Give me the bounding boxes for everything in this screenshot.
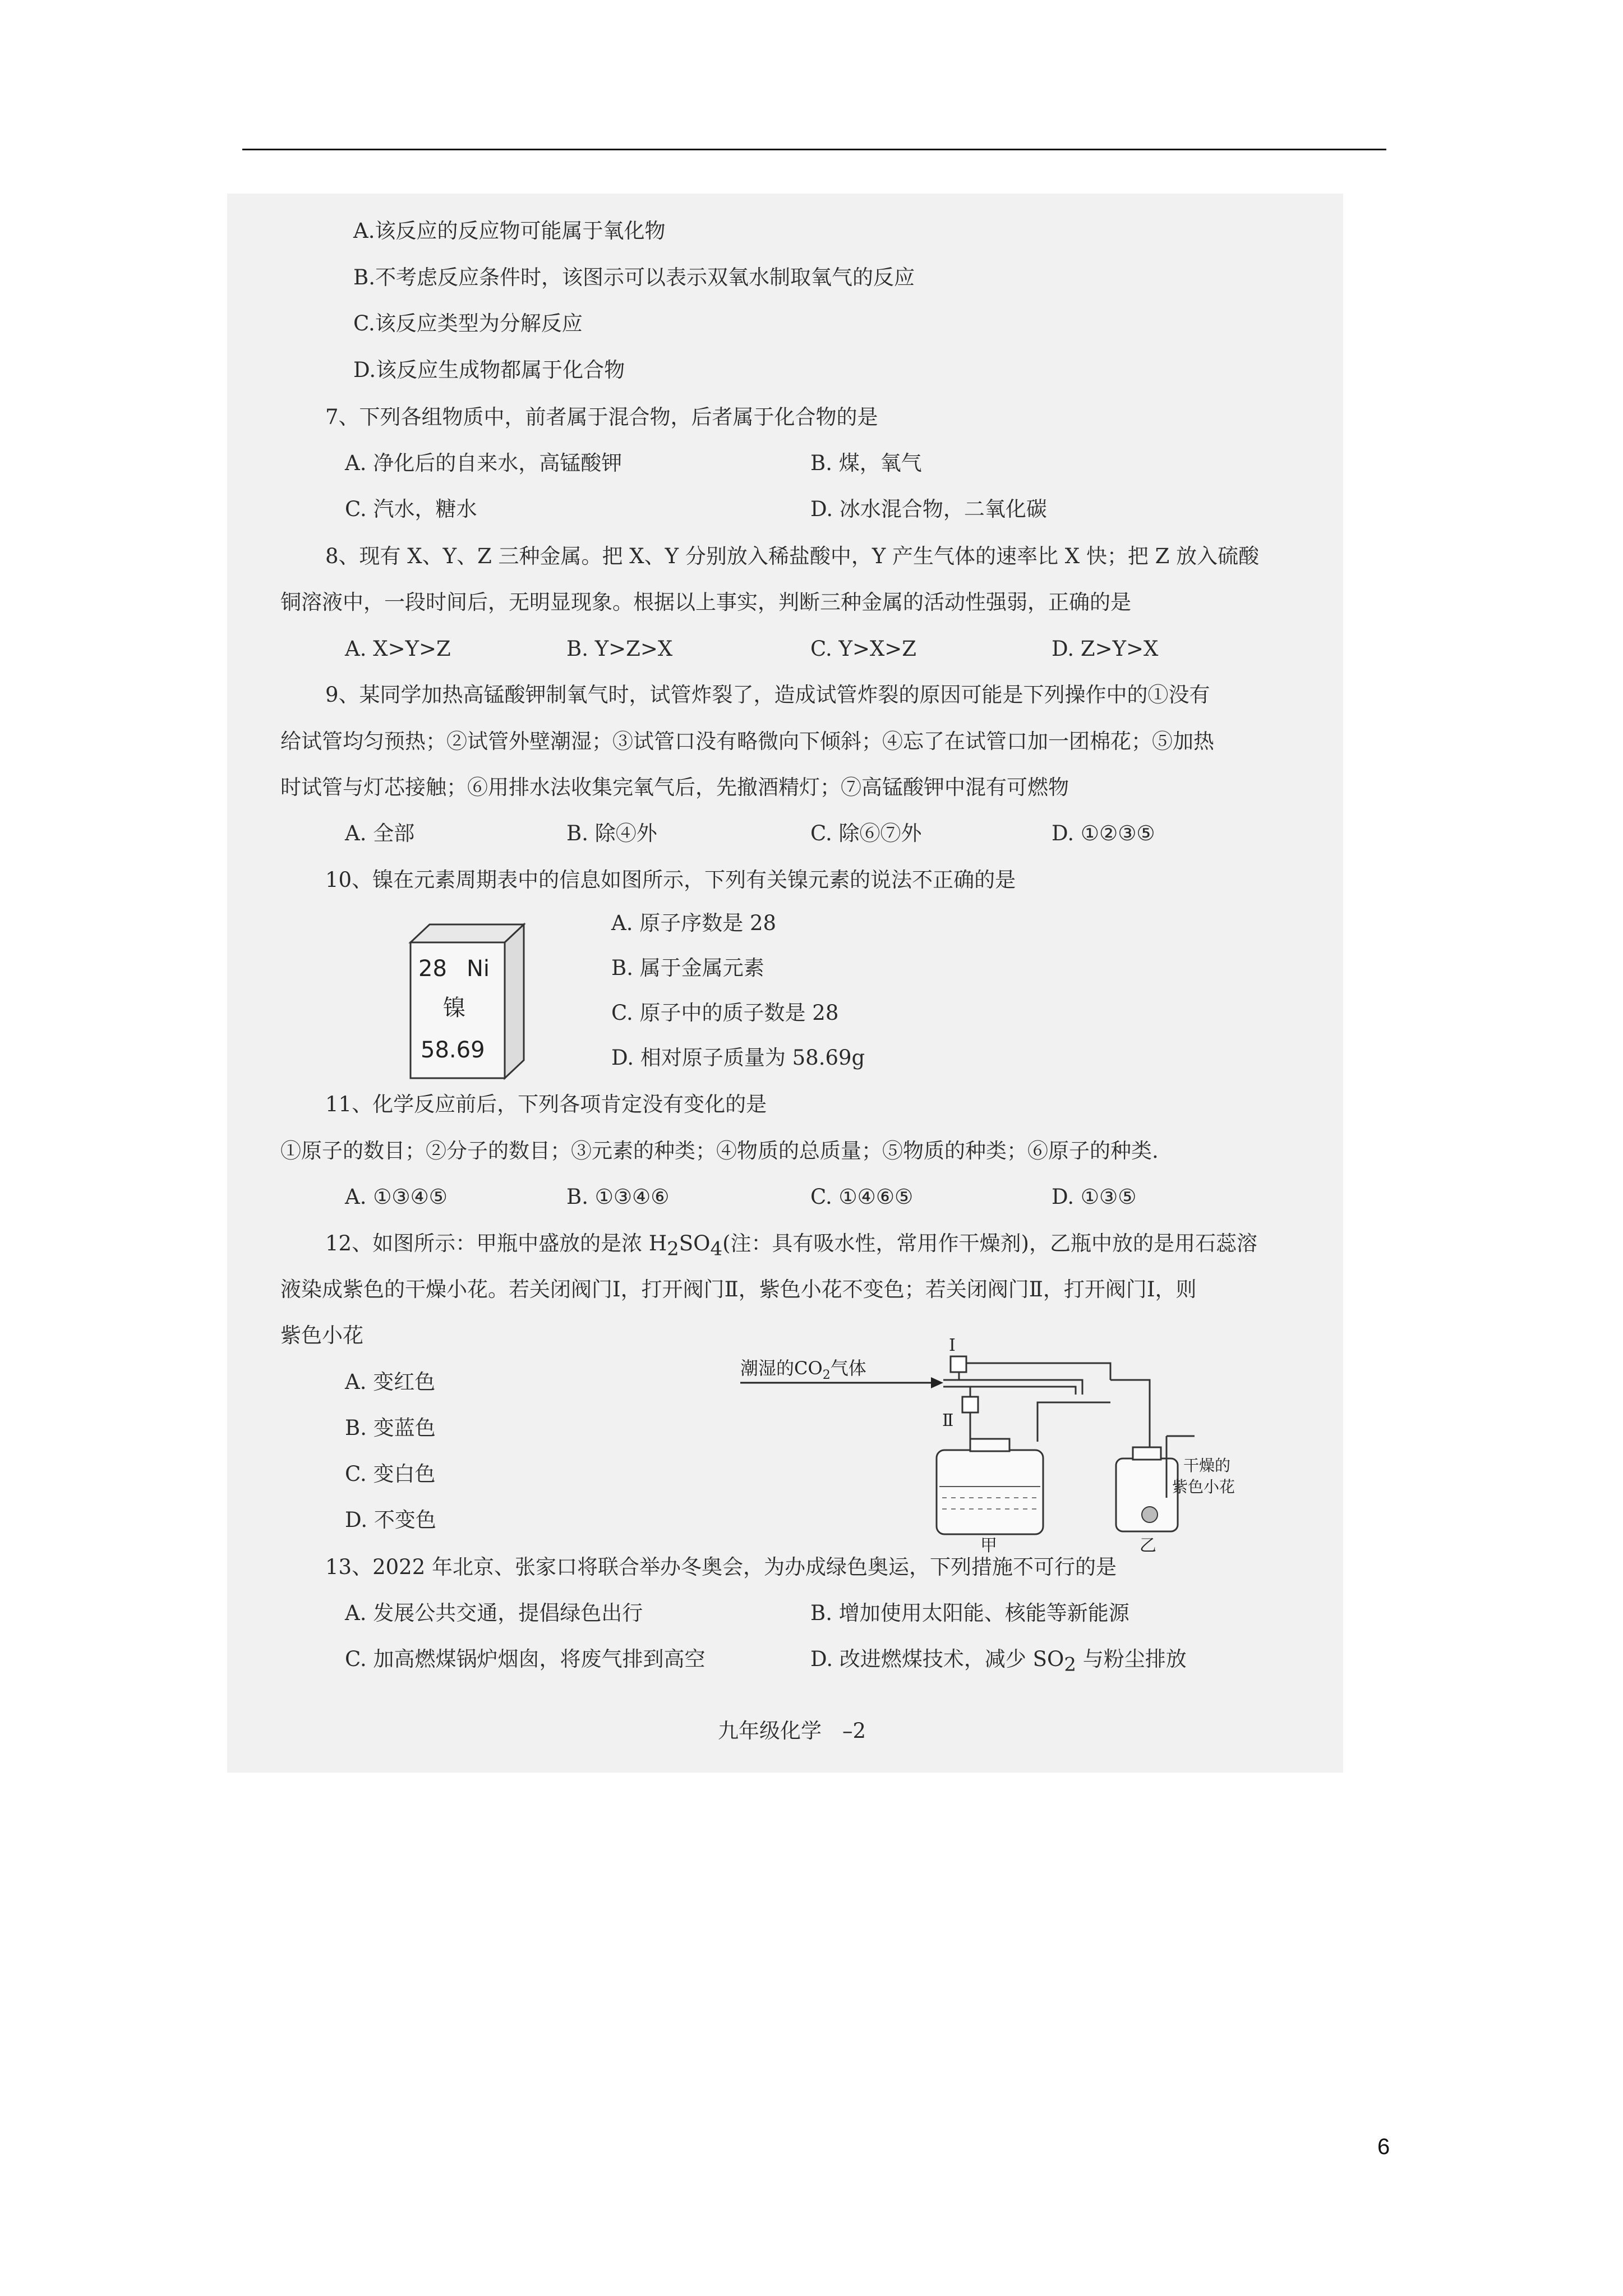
q6-option-c: C.该反应类型为分解反应 bbox=[353, 311, 583, 335]
page-number: 6 bbox=[1377, 2134, 1390, 2159]
q7-option-c: C. 汽水，糖水 bbox=[345, 497, 477, 521]
q7-option-d: D. 冰水混合物，二氧化碳 bbox=[810, 497, 1047, 521]
q12-option-d: D. 不变色 bbox=[345, 1508, 436, 1532]
q10-option-a: A. 原子序数是 28 bbox=[611, 911, 777, 935]
q7-option-b: B. 煤，氧气 bbox=[810, 451, 922, 475]
header-rule bbox=[242, 149, 1386, 150]
q13-option-b: B. 增加使用太阳能、核能等新能源 bbox=[810, 1601, 1129, 1625]
bottle-jia bbox=[937, 1450, 1043, 1534]
q13-option-c: C. 加高燃煤锅炉烟囱，将废气排到高空 bbox=[345, 1647, 706, 1671]
q12-stem-line2: 液染成紫色的干燥小花。若关闭阀门Ⅰ，打开阀门Ⅱ，紫色小花不变色；若关闭阀门Ⅱ，打开阀门Ⅰ，则 bbox=[280, 1277, 1197, 1301]
q6-option-b: B.不考虑反应条件时，该图示可以表示双氧水制取氧气的反应 bbox=[353, 265, 915, 289]
q13-option-d-part2: 与粉尘排放 bbox=[1076, 1647, 1187, 1671]
flower-label-line2: 紫色小花 bbox=[1172, 1478, 1235, 1496]
q12-option-b: B. 变蓝色 bbox=[345, 1416, 436, 1440]
q11-option-b: B. ①③④⑥ bbox=[566, 1185, 670, 1209]
q7-option-a: A. 净化后的自来水，高锰酸钾 bbox=[345, 451, 623, 475]
q9-stem-line3: 时试管与灯芯接触；⑥用排水法收集完氧气后，先撤酒精灯；⑦高锰酸钾中混有可燃物 bbox=[280, 775, 1069, 799]
q12-stem-part3: (注：具有吸水性，常用作干燥剂)，乙瓶中放的是用石蕊溶 bbox=[722, 1231, 1257, 1255]
bottle-jia-neck bbox=[970, 1439, 1009, 1451]
q9-option-d: D. ①②③⑤ bbox=[1052, 821, 1155, 845]
gas-arrow-head bbox=[931, 1377, 943, 1388]
q9-stem-line1: 9、某同学加热高锰酸钾制氧气时，试管炸裂了，造成试管炸裂的原因可能是下列操作中的①没有 bbox=[325, 683, 1210, 707]
q13-option-a: A. 发展公共交通，提倡绿色出行 bbox=[345, 1601, 643, 1625]
q12-option-c: C. 变白色 bbox=[345, 1462, 436, 1486]
flower-label-line1: 干燥的 bbox=[1183, 1456, 1231, 1475]
q10-option-b: B. 属于金属元素 bbox=[611, 956, 764, 980]
q6-option-a: A.该反应的反应物可能属于氧化物 bbox=[353, 219, 666, 243]
element-atomic-number: 28 bbox=[418, 956, 447, 982]
q11-option-d: D. ①③⑤ bbox=[1052, 1185, 1137, 1209]
q9-option-b: B. 除④外 bbox=[566, 821, 657, 845]
q13-stem: 13、2022 年北京、张家口将联合举办冬奥会，为办成绿色奥运，下列措施不可行的是 bbox=[325, 1555, 1117, 1579]
q12-stem-part2: SO bbox=[679, 1231, 711, 1255]
co2-apparatus-diagram bbox=[723, 1329, 1251, 1556]
valve-2-label: Ⅱ bbox=[942, 1411, 954, 1430]
bypass-tube bbox=[959, 1363, 1110, 1380]
periodic-table-cell bbox=[406, 920, 535, 1088]
q11-items: ①原子的数目；②分子的数目；③元素的种类；④物质的总质量；⑤物质的种类；⑥原子的种类. bbox=[280, 1139, 1159, 1163]
q9-option-c: C. 除⑥⑦外 bbox=[810, 821, 922, 845]
q10-option-d: D. 相对原子质量为 58.69g bbox=[611, 1046, 865, 1070]
q8-option-c: C. Y>X>Z bbox=[810, 637, 916, 661]
q12-option-a: A. 变红色 bbox=[345, 1370, 436, 1394]
bottle-yi-neck bbox=[1133, 1447, 1161, 1460]
main-tube bbox=[943, 1380, 1082, 1395]
q8-option-a: A. X>Y>Z bbox=[345, 637, 451, 661]
element-name: 镍 bbox=[443, 995, 465, 1021]
q13-option-d-sub: 2 bbox=[1064, 1653, 1076, 1676]
q6-option-d: D.该反应生成物都属于化合物 bbox=[353, 358, 625, 382]
gas-label: 潮湿的$CO_2$气体 bbox=[740, 1358, 866, 1382]
q12-stem-sub2: 4 bbox=[710, 1237, 723, 1260]
q10-stem: 10、镍在元素周期表中的信息如图所示，下列有关镍元素的说法不正确的是 bbox=[325, 868, 1016, 892]
q7-stem: 7、下列各组物质中，前者属于混合物，后者属于化合物的是 bbox=[325, 405, 878, 429]
q13-option-d-part1: D. 改进燃煤技术，减少 SO bbox=[810, 1647, 1064, 1671]
q11-option-a: A. ①③④⑤ bbox=[345, 1185, 448, 1209]
valve-2 bbox=[962, 1397, 978, 1412]
q12-stem-sub1: 2 bbox=[667, 1237, 679, 1260]
page-footer: 九年级化学 –2 bbox=[718, 1719, 866, 1743]
q8-option-b: B. Y>Z>X bbox=[566, 637, 673, 661]
element-symbol: Ni bbox=[467, 956, 490, 982]
bottle-yi-label: 乙 bbox=[1140, 1536, 1156, 1556]
q8-stem-line1: 8、现有 X、Y、Z 三种金属。把 X、Y 分别放入稀盐酸中，Y 产生气体的速率比 X 快；把 Z 放入硫酸 bbox=[325, 544, 1260, 568]
q11-stem: 11、化学反应前后，下列各项肯定没有变化的是 bbox=[325, 1092, 767, 1116]
q11-option-c: C. ①④⑥⑤ bbox=[810, 1185, 914, 1209]
q13-option-d bbox=[810, 1646, 1187, 1678]
valve-1-label: Ⅰ bbox=[949, 1336, 956, 1355]
valve-1 bbox=[951, 1356, 966, 1372]
q8-stem-line2: 铜溶液中，一段时间后，无明显现象。根据以上事实，判断三种金属的活动性强弱，正确的是 bbox=[280, 590, 1131, 614]
q12-stem-part1: 12、如图所示：甲瓶中盛放的是浓 H bbox=[325, 1231, 667, 1255]
q12-stem-line1 bbox=[325, 1230, 1257, 1262]
element-atomic-mass: 58.69 bbox=[421, 1037, 485, 1063]
bottle-jia-label: 甲 bbox=[980, 1536, 997, 1556]
q12-stem-line3: 紫色小花 bbox=[280, 1323, 363, 1347]
q8-option-d: D. Z>Y>X bbox=[1052, 637, 1159, 661]
flower-icon bbox=[1142, 1507, 1158, 1522]
q9-option-a: A. 全部 bbox=[345, 821, 415, 845]
q10-option-c: C. 原子中的质子数是 28 bbox=[611, 1001, 839, 1025]
q9-stem-line2: 给试管均匀预热；②试管外壁潮湿；③试管口没有略微向下倾斜；④忘了在试管口加一团棉花；⑤加热 bbox=[280, 729, 1214, 753]
